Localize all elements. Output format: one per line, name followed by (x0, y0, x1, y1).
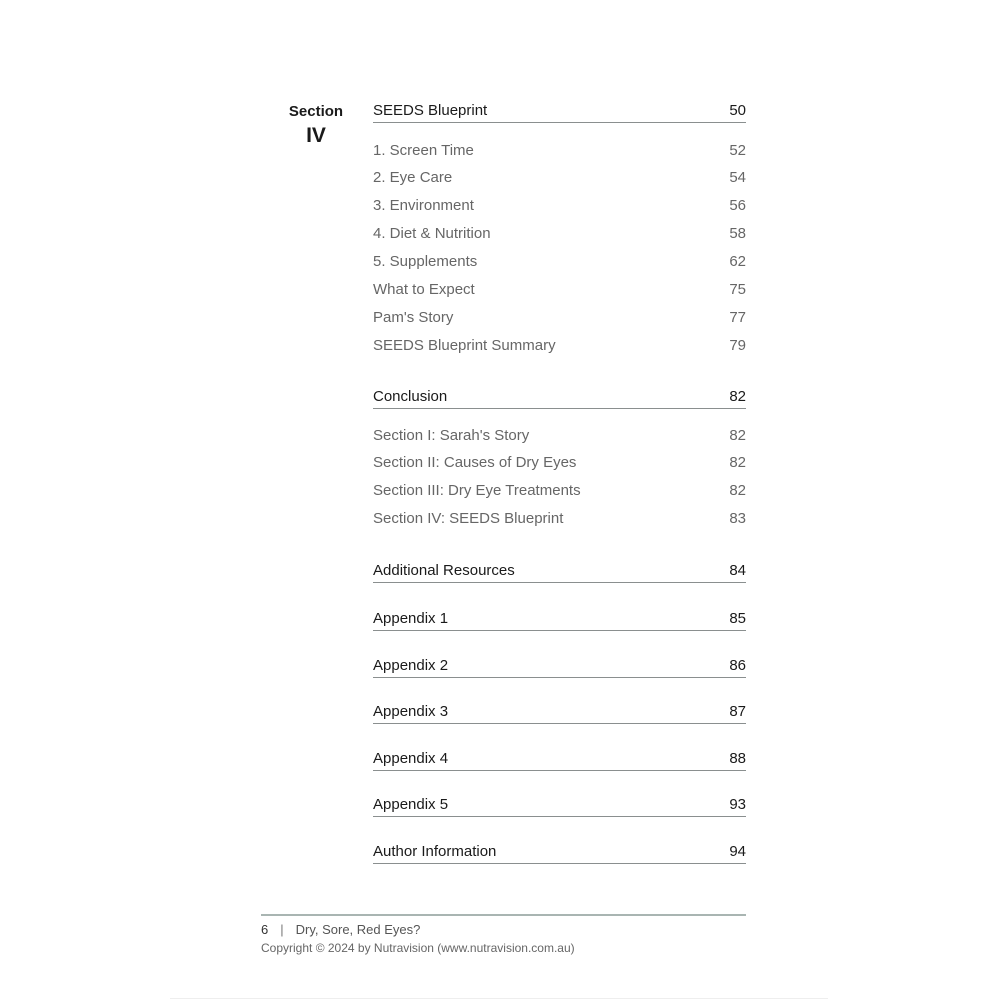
toc-subentry-page: 77 (729, 308, 746, 326)
toc-subentry-title: Section IV: SEEDS Blueprint (373, 510, 564, 528)
toc-subentry[interactable] (373, 252, 746, 272)
page-edge-divider (170, 998, 828, 999)
toc-entry-page: 84 (729, 561, 746, 579)
footer-separator: | (280, 922, 284, 937)
toc-subentry-title: Pam's Story (373, 308, 454, 326)
toc-entry-title: Appendix 5 (373, 795, 449, 813)
toc-entry[interactable] (373, 608, 746, 631)
toc-entry-title: Appendix 3 (373, 702, 449, 720)
toc-entry-title: Additional Resources (373, 561, 515, 579)
toc-entry[interactable] (373, 841, 746, 864)
toc-subentry[interactable] (373, 509, 746, 529)
toc-subentry-title: 3. Environment (373, 197, 474, 215)
toc-entry[interactable] (373, 560, 746, 583)
toc-subentry-page: 82 (729, 482, 746, 500)
toc-entry-page: 50 (729, 101, 746, 119)
toc-subentry-title: 1. Screen Time (373, 141, 474, 159)
toc-entry[interactable] (373, 748, 746, 771)
toc-entry-page: 82 (729, 387, 746, 405)
toc-subentry-page: 62 (729, 253, 746, 271)
section-number: IV (306, 124, 326, 147)
toc-subentry-page: 56 (729, 197, 746, 215)
footer-running-head (261, 922, 420, 937)
toc-subentry[interactable] (373, 168, 746, 188)
toc-subentry-title: 4. Diet & Nutrition (373, 225, 491, 243)
toc-entry-title: Appendix 2 (373, 656, 449, 674)
toc-subentry-page: 58 (729, 225, 746, 243)
toc-subentry-title: What to Expect (373, 281, 475, 298)
toc-subentry-page: 52 (729, 141, 746, 159)
toc-entry-page: 85 (729, 609, 746, 627)
toc-subentry[interactable] (373, 224, 746, 244)
toc-entry[interactable] (373, 794, 746, 817)
section-label: Section (288, 103, 344, 120)
toc-entry[interactable] (373, 701, 746, 724)
toc-entry-page: 88 (729, 749, 746, 767)
footer-divider (261, 914, 746, 916)
toc-subentry[interactable] (373, 335, 746, 355)
toc-subentry-page: 83 (729, 510, 746, 528)
toc-subentry-title: Section II: Causes of Dry Eyes (373, 454, 577, 472)
toc-entry[interactable] (373, 655, 746, 678)
toc-entry-title: Appendix 4 (373, 749, 449, 767)
toc-subentry-title: SEEDS Blueprint Summary (373, 336, 556, 354)
toc-subentry[interactable] (373, 280, 746, 300)
toc-entry-page: 94 (729, 842, 746, 860)
toc-subentry-page: 82 (729, 426, 746, 444)
toc-entry-title: Conclusion (373, 387, 448, 405)
footer-page-number: 6 (261, 922, 269, 937)
toc-subentry-page: 79 (729, 336, 746, 354)
toc-entry-page: 93 (729, 795, 746, 813)
toc-subentry[interactable] (373, 307, 746, 327)
toc-subentry-page: 54 (729, 169, 746, 187)
toc-entry-page: 87 (729, 702, 746, 720)
toc-subentry-title: Section I: Sarah's Story (373, 426, 530, 444)
toc-subentry[interactable] (373, 425, 746, 445)
toc-subentry-title: 2. Eye Care (373, 169, 453, 187)
toc-subentry[interactable] (373, 453, 746, 473)
toc-subentry-title: Section III: Dry Eye Treatments (373, 482, 581, 500)
toc-entry[interactable] (373, 386, 746, 409)
toc-entry-title: Appendix 1 (373, 609, 449, 627)
footer-book-title: Dry, Sore, Red Eyes? (295, 922, 421, 937)
footer-copyright: Copyright © 2024 by Nutravision (www.nutravision.com.au) (261, 941, 575, 955)
toc-subentry-title: 5. Supplements (373, 253, 478, 271)
toc-entry-page: 86 (729, 656, 746, 674)
toc-subentry[interactable] (373, 140, 746, 160)
toc-subentry[interactable] (373, 196, 746, 216)
toc-entry-title: SEEDS Blueprint (373, 101, 488, 119)
toc-subentry-page: 75 (729, 281, 746, 298)
toc-entry-title: Author Information (373, 842, 497, 860)
toc-entry[interactable] (373, 100, 746, 123)
toc-subentry[interactable] (373, 481, 746, 501)
toc-subentry-page: 82 (729, 454, 746, 472)
